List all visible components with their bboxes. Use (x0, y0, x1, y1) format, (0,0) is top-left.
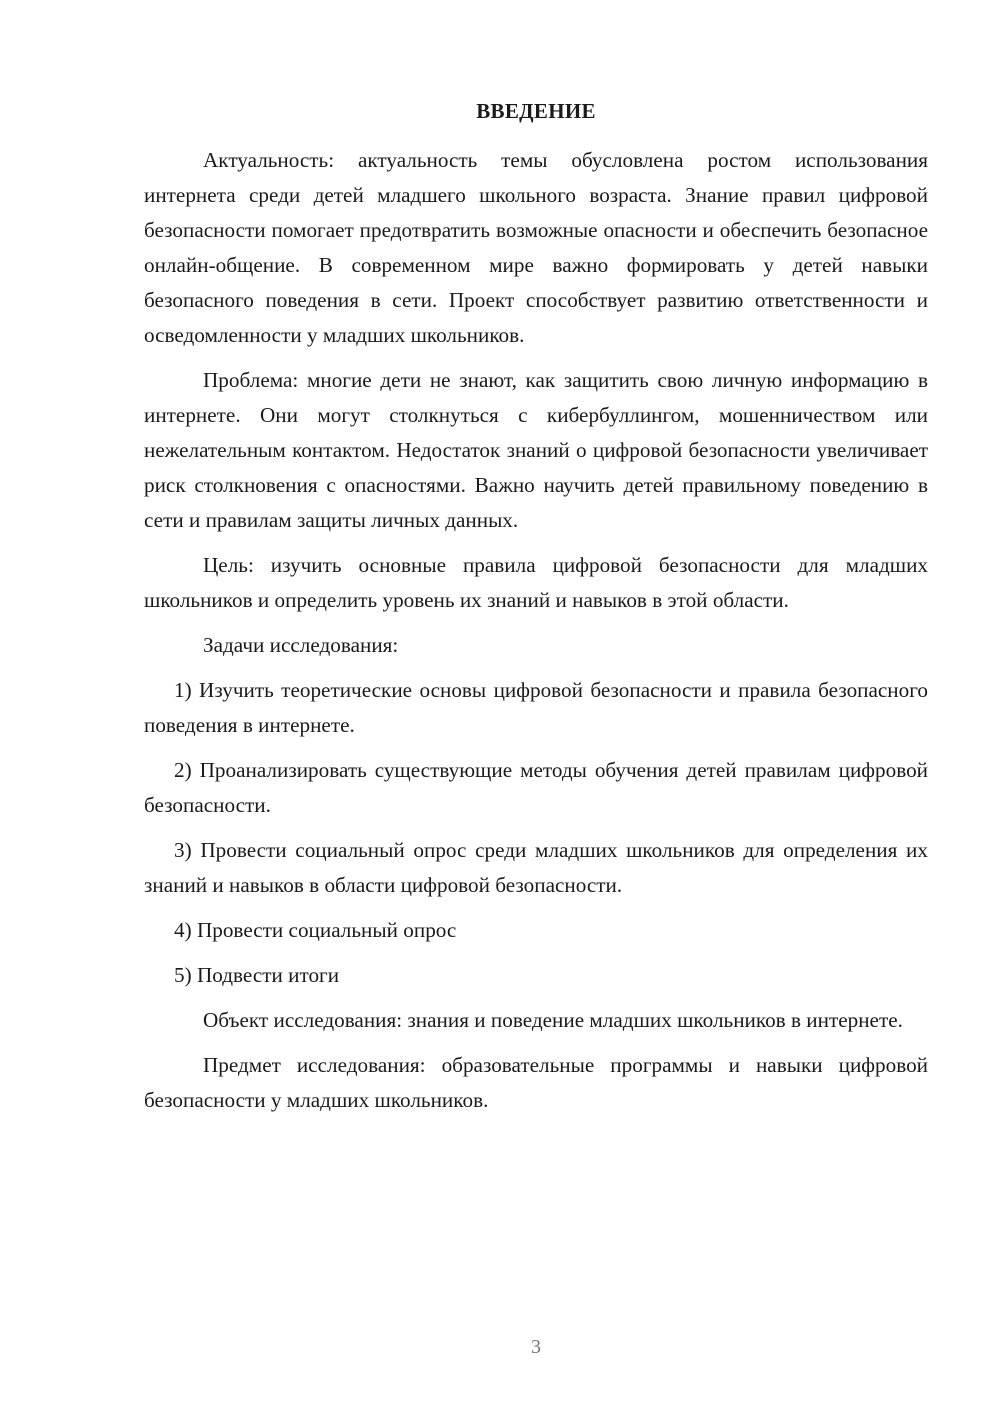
task-item-4: 4) Провести социальный опрос (174, 918, 457, 942)
page-number: 3 (531, 1336, 541, 1358)
paragraph-tasks-heading: Задачи исследования: (203, 633, 399, 657)
paragraph-problem: Проблема: многие дети не знают, как защитить свою личную информацию в интернете. Они могут столкнуться с кибербуллингом, мошенничеством или нежелательным контактом. Недостаток знаний о цифровой безопасности увеличивает риск столкновения с опасностями. Важно научить детей правильному поведению в сети и правилам защиты личных данных. (144, 368, 928, 532)
paragraph-relevance: Актуальность: актуальность темы обусловлена ростом использования интернета среди детей младшего школьного возраста. Знание правил цифровой безопасности помогает предотвратить возможные опасности и обеспечить безопасное онлайн-общение. В современном мире важно формировать у детей навыки безопасного поведения в сети. Проект способствует развитию ответственности и осведомленности у младших школьников. (144, 148, 928, 347)
task-item-2: 2) Проанализировать существующие методы обучения детей правилам цифровой безопасности. (144, 758, 928, 817)
section-heading: ВВЕДЕНИЕ (476, 99, 596, 123)
paragraph-subject: Предмет исследования: образовательные программы и навыки цифровой безопасности у младших школьников. (144, 1053, 928, 1112)
task-item-3: 3) Провести социальный опрос среди младших школьников для определения их знаний и навыков в области цифровой безопасности. (144, 838, 928, 897)
paragraph-goal: Цель: изучить основные правила цифровой безопасности для младших школьников и определить уровень их знаний и навыков в этой области. (144, 553, 928, 612)
document-page (144, 0, 928, 1414)
paragraph-object: Объект исследования: знания и поведение младших школьников в интернете. (203, 1008, 903, 1032)
task-item-1: 1) Изучить теоретические основы цифровой безопасности и правила безопасного поведения в интернете. (144, 678, 928, 737)
task-item-5: 5) Подвести итоги (174, 963, 340, 987)
document-body (144, 143, 928, 1128)
